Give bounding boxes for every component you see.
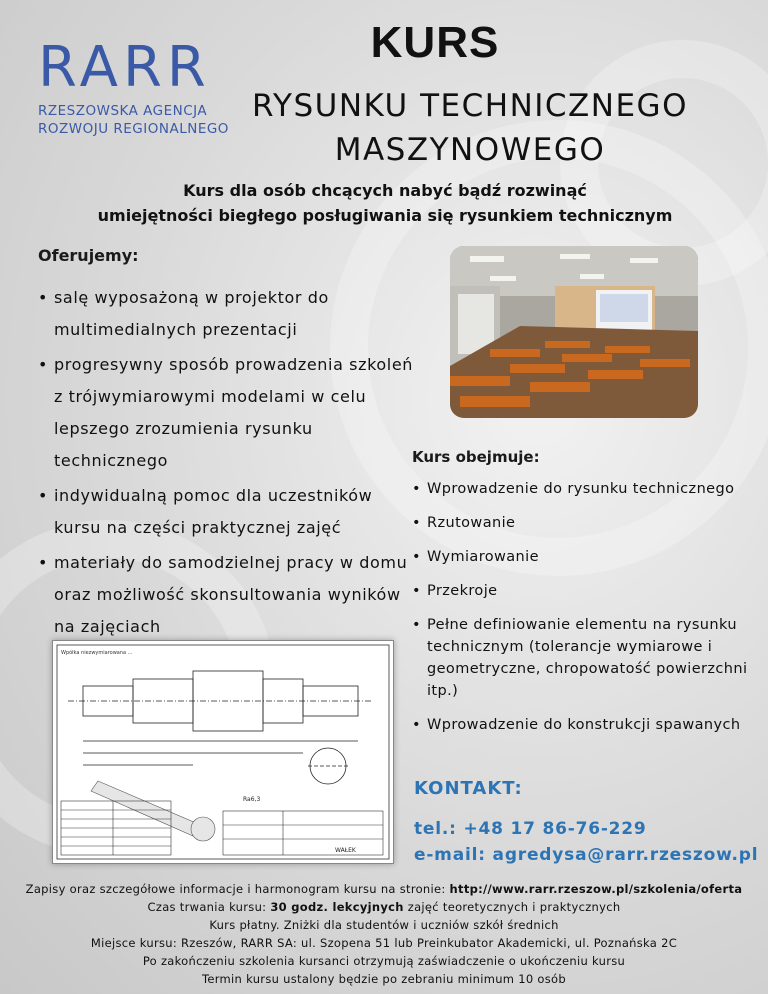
page-title-sub <box>250 84 690 172</box>
subtitle-line2: umiejętności biegłego posługiwania się rysunkiem technicznym <box>97 206 673 225</box>
course-item: • Wprowadzenie do rysunku technicznego <box>412 478 757 500</box>
logo-mark: RARR <box>38 35 211 100</box>
footer-line2 <box>10 898 758 916</box>
course-item: • Wprowadzenie do konstrukcji spawanych <box>412 714 757 736</box>
part-name: WAŁEK <box>335 847 356 854</box>
footer-line4: Miejsce kursu: Rzeszów, RARR SA: ul. Szopena 51 lub Preinkubator Akademicki, ul. Poznańska 2C <box>90 936 678 950</box>
footer-line1-text: Zapisy oraz szczegółowe informacje i harmonogram kursu na stronie: <box>25 882 450 896</box>
offer-item: • salę wyposażoną w projektor do multimedialnych prezentacji <box>38 282 418 346</box>
contact-phone[interactable]: tel.: +48 17 86-76-229 <box>414 819 647 839</box>
course-item: • Wymiarowanie <box>412 546 757 568</box>
course-list <box>412 478 757 748</box>
offer-list <box>38 282 418 646</box>
subtitle-line1: Kurs dla osób chcących nabyć bądź rozwinąć <box>183 181 587 200</box>
title-line3: MASZYNOWEGO <box>334 132 606 168</box>
footer-line1 <box>10 880 758 898</box>
course-item: • Przekroje <box>412 580 757 602</box>
footer-line2-pre: Czas trwania kursu: <box>147 900 271 914</box>
footer-line6: Termin kursu ustalony będzie po zebraniu minimum 10 osób <box>201 972 566 986</box>
drawing-title: Wpółka niezwymiarowana ... <box>61 650 133 656</box>
course-heading: Kurs obejmuje: <box>412 448 540 466</box>
footer-line3: Kurs płatny. Zniżki dla studentów i uczniów szkół średnich <box>209 918 559 932</box>
title-line2: RYSUNKU TECHNICZNEGO <box>252 88 688 124</box>
offer-item: • materiały do samodzielnej pracy w domu oraz możliwość skonsultowania wyników na zajęciach <box>38 547 418 643</box>
technical-drawing-image <box>52 640 394 864</box>
offer-item: • indywidualną pomoc dla uczestników kursu na części praktycznej zajęć <box>38 480 418 544</box>
logo-line2: ROZWOJU REGIONALNEGO <box>38 121 229 137</box>
rarr-logo <box>38 35 238 138</box>
offer-heading: Oferujemy: <box>38 246 139 265</box>
subtitle <box>40 178 730 228</box>
contact-heading: KONTAKT: <box>414 778 523 799</box>
roughness-label: Ra6,3 <box>243 796 261 803</box>
footer-line5: Po zakończeniu szkolenia kursanci otrzymują zaświadczenie o ukończeniu kursu <box>142 954 626 968</box>
classroom-photo <box>450 246 698 418</box>
page-title: KURS <box>370 18 500 67</box>
contact-email[interactable]: e-mail: agredysa@rarr.rzeszow.pl <box>414 845 759 865</box>
course-item: • Pełne definiowanie elementu na rysunku technicznym (tolerancje wymiarowe i geometryczne, chropowatość powierzchni itp.) <box>412 614 757 702</box>
course-item: • Rzutowanie <box>412 512 757 534</box>
logo-line1: RZESZOWSKA AGENCJA <box>38 103 208 119</box>
offer-item: • progresywny sposób prowadzenia szkoleń z trójwymiarowymi modelami w celu lepszego zrozumienia rysunku technicznego <box>38 349 418 477</box>
footer-info <box>10 880 758 988</box>
footer-line2-post: zajęć teoretycznych i praktycznych <box>403 900 621 914</box>
contact-block <box>414 816 758 868</box>
footer-link[interactable]: http://www.rarr.rzeszow.pl/szkolenia/oferta <box>449 882 743 896</box>
footer-line2-bold: 30 godz. lekcyjnych <box>270 900 404 914</box>
